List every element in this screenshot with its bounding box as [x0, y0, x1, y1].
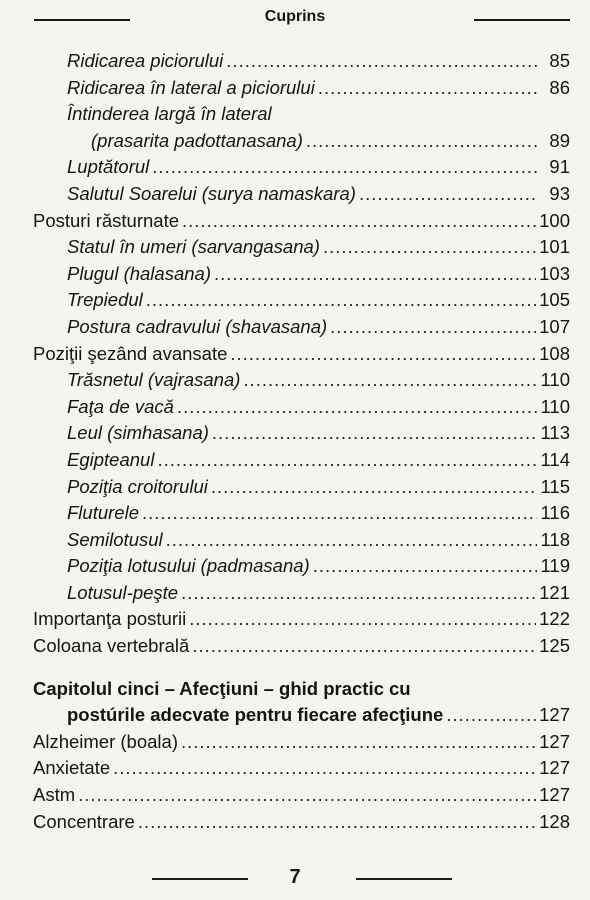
- leader-dots: [166, 527, 537, 554]
- toc-entry-title: Faţa de vacă: [67, 395, 174, 417]
- leader-dots: [192, 633, 536, 660]
- toc-entry-page: 113: [540, 422, 570, 444]
- toc-entry-title: (prasarita padottanasana): [91, 129, 303, 151]
- leader-dots: [313, 553, 537, 580]
- toc-entries: [33, 48, 570, 660]
- toc-entry: [33, 48, 570, 75]
- toc-entry: [33, 261, 570, 288]
- toc-entry-page: 127: [539, 784, 570, 806]
- toc-entry: [33, 154, 570, 181]
- leader-dots: [323, 234, 536, 261]
- leader-dots: [230, 341, 536, 368]
- toc-entry-page: 114: [540, 448, 570, 470]
- toc-entry: [33, 729, 570, 756]
- leader-dots: [142, 500, 537, 527]
- toc-entry: [33, 447, 570, 474]
- toc-entry: [33, 287, 570, 314]
- toc-entry-title: Ridicarea piciorului: [67, 50, 224, 71]
- toc-entry-page: 118: [540, 528, 570, 550]
- page-number: 7: [289, 866, 301, 888]
- toc-entry-title: Fluturele: [67, 502, 139, 524]
- leader-dots: [214, 261, 536, 288]
- toc-entry-title: Postura cadravului (shavasana): [67, 315, 328, 337]
- leader-dots: [138, 809, 536, 836]
- toc-entry: [33, 314, 570, 341]
- chapter-title-text2: postúrile adecvate pentru fiecare afecţiune: [67, 704, 444, 726]
- leader-dots: [330, 314, 536, 341]
- footer-rule-right: [356, 878, 452, 880]
- leader-dots: [157, 447, 537, 474]
- leader-dots: [152, 154, 537, 181]
- leader-dots: [306, 128, 537, 155]
- toc-entry-page: 91: [549, 156, 570, 178]
- chapter-title-line1: [33, 676, 570, 703]
- toc-entry-title: Lotusul-peşte: [67, 581, 179, 603]
- chapter-page: 127: [539, 704, 570, 726]
- toc-entry-page: 85: [549, 50, 570, 71]
- toc-entry: [33, 341, 570, 368]
- leader-dots: [212, 420, 537, 447]
- toc-entry-page: 115: [540, 475, 570, 497]
- chapter-title-line2: [33, 702, 570, 729]
- toc-entry-page: 101: [539, 236, 570, 258]
- toc-entry: [33, 606, 570, 633]
- toc-entry-page: 116: [540, 502, 570, 524]
- leader-dots: [446, 702, 536, 729]
- toc-entry-title: Trăsnetul (vajrasana): [67, 369, 241, 391]
- leader-dots: [243, 367, 537, 394]
- leader-dots: [146, 287, 536, 314]
- toc-entry: [33, 128, 570, 155]
- table-of-contents: [33, 48, 570, 835]
- toc-entry: [33, 633, 570, 660]
- toc-entry-title: Poziţia croitorului: [67, 475, 208, 497]
- toc-entry: [33, 420, 570, 447]
- toc-entry: [33, 394, 570, 421]
- toc-entry-title: Leul (simhasana): [67, 422, 209, 444]
- toc-entry-page: 108: [539, 342, 570, 364]
- toc-entry-page: 110: [540, 395, 570, 417]
- chapter-heading: [33, 676, 570, 729]
- toc-entry-page: 127: [539, 730, 570, 752]
- toc-entry: [33, 101, 570, 128]
- leader-dots: [181, 580, 536, 607]
- leader-dots: [78, 782, 536, 809]
- toc-entry: [33, 474, 570, 501]
- leader-dots: [177, 394, 537, 421]
- toc-entry-page: 86: [549, 76, 570, 98]
- leader-dots: [226, 48, 537, 75]
- toc-entry-page: 119: [540, 555, 570, 577]
- leader-dots: [113, 755, 536, 782]
- toc-entry-title: Egipteanul: [67, 448, 155, 470]
- toc-entry-page: 110: [540, 369, 570, 391]
- toc-entry: [33, 367, 570, 394]
- chapter-title-text1: Capitolul cinci – Afecţiuni – ghid practic cu: [33, 677, 411, 699]
- toc-entry-page: 103: [539, 262, 570, 284]
- toc-entry-title: Coloana vertebrală: [33, 635, 190, 657]
- leader-dots: [182, 208, 536, 235]
- page-footer: [0, 864, 590, 892]
- toc-entry: [33, 580, 570, 607]
- toc-entry: [33, 782, 570, 809]
- toc-entry-title: Ridicarea în lateral a piciorului: [67, 76, 315, 98]
- toc-entry-page: 128: [539, 810, 570, 832]
- toc-entry-title: Alzheimer (boala): [33, 730, 178, 752]
- toc-entry-page: 89: [549, 129, 570, 151]
- toc-entry: [33, 208, 570, 235]
- toc-entry-title: Statul în umeri (sarvangasana): [67, 236, 320, 258]
- toc-entry-title: Plugul (halasana): [67, 262, 211, 284]
- toc-entry: [33, 553, 570, 580]
- toc-entry-page: 107: [539, 315, 570, 337]
- toc-entry: [33, 500, 570, 527]
- toc-entry-page: 125: [539, 635, 570, 657]
- leader-dots: [189, 606, 536, 633]
- leader-dots: [211, 474, 537, 501]
- toc-entry-title: Astm: [33, 784, 76, 806]
- toc-entry: [33, 527, 570, 554]
- toc-entry-title: Poziţia lotusului (padmasana): [67, 555, 310, 577]
- toc-entry-title: Anxietate: [33, 757, 111, 779]
- toc-entry-page: 122: [539, 608, 570, 630]
- toc-entries-chapter: [33, 729, 570, 835]
- toc-entry-page: 105: [539, 289, 570, 311]
- leader-dots: [181, 729, 536, 756]
- toc-entry-title: Întinderea largă în lateral: [67, 103, 272, 125]
- toc-entry-title: Luptătorul: [67, 156, 150, 178]
- leader-dots: [359, 181, 537, 208]
- toc-entry-page: 93: [549, 182, 570, 204]
- page-header: [0, 6, 590, 30]
- toc-entry-title: Salutul Soarelui (surya namaskara): [67, 182, 356, 204]
- toc-entry-title: Trepiedul: [67, 289, 143, 311]
- toc-entry-title: Importanţa posturii: [33, 608, 187, 630]
- toc-entry-page: 100: [539, 209, 570, 231]
- toc-entry-title: Semilotusul: [67, 528, 163, 550]
- toc-entry: [33, 181, 570, 208]
- toc-entry-title: Poziţii şezând avansate: [33, 342, 228, 364]
- page-title: Cuprins: [264, 8, 326, 25]
- toc-entry: [33, 75, 570, 102]
- toc-entry-title: Concentrare: [33, 810, 135, 832]
- toc-entry-title: Posturi răsturnate: [33, 209, 180, 231]
- toc-entry: [33, 234, 570, 261]
- leader-dots: [318, 75, 537, 102]
- header-rule-right: [474, 19, 570, 21]
- toc-entry: [33, 809, 570, 836]
- toc-entry-page: 121: [539, 581, 570, 603]
- toc-entry: [33, 755, 570, 782]
- toc-entry-page: 127: [539, 757, 570, 779]
